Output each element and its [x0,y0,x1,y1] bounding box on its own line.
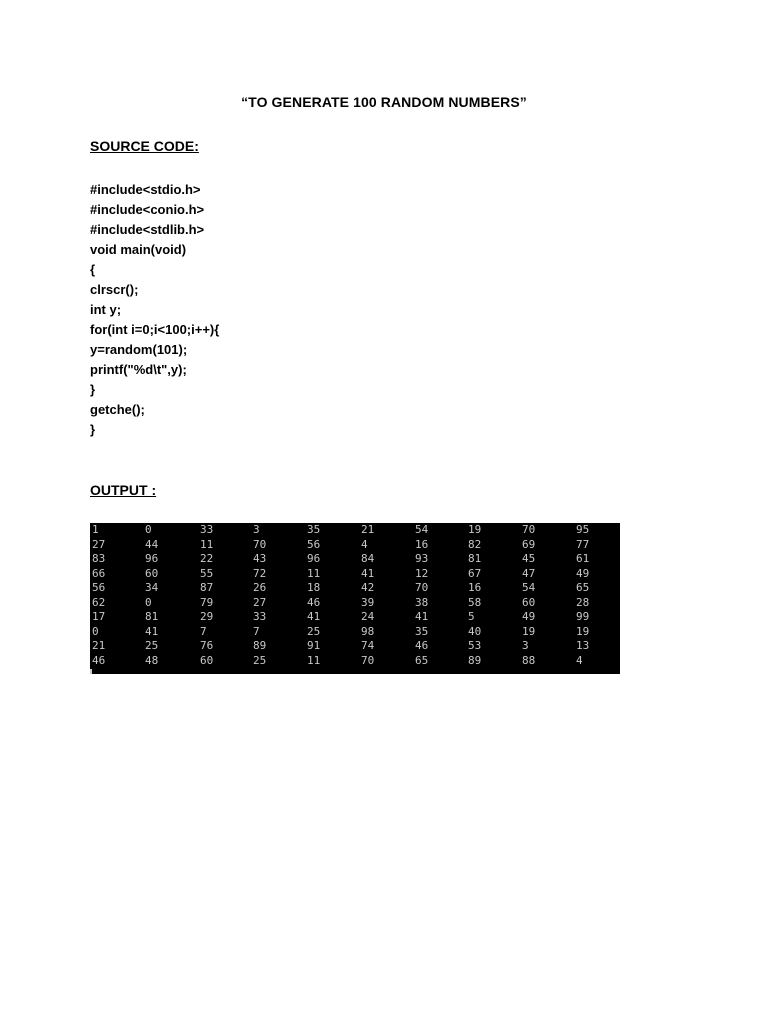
source-code-heading: SOURCE CODE: [90,138,199,154]
console-output-screenshot [90,523,620,674]
code-line: for(int i=0;i<100;i++){ [90,322,220,337]
console-number: 60 [522,595,536,609]
console-number: 11 [200,537,214,551]
console-number: 28 [576,595,590,609]
console-number: 95 [576,523,590,536]
console-number: 16 [415,537,429,551]
console-number: 19 [576,624,590,638]
console-number: 56 [92,581,106,594]
console-number: 3 [253,523,260,536]
console-number: 88 [522,653,536,667]
console-number: 47 [522,566,536,580]
console-number: 21 [92,639,106,652]
console-cursor [90,669,92,674]
console-number: 74 [361,639,375,652]
console-number: 89 [253,639,267,652]
console-number: 0 [145,523,152,536]
console-number: 99 [576,610,590,623]
console-number: 18 [307,581,321,594]
console-number: 54 [522,581,536,594]
console-number: 11 [307,566,321,580]
console-number: 43 [253,552,267,565]
source-code-block [90,180,219,440]
console-number: 77 [576,537,590,551]
console-number: 58 [468,595,482,609]
console-number: 34 [145,581,159,594]
code-line: #include<stdlib.h> [90,222,205,237]
console-number: 53 [468,639,482,652]
code-line: } [90,382,96,397]
console-number: 25 [253,653,267,667]
console-row [90,523,620,538]
console-number: 40 [468,624,482,638]
console-number: 91 [307,639,321,652]
console-number: 33 [253,610,267,623]
console-number: 79 [200,595,214,609]
console-number: 81 [468,552,482,565]
console-number: 96 [307,552,321,565]
console-number: 29 [200,610,214,623]
console-number: 17 [92,610,106,623]
console-number: 49 [576,566,590,580]
console-number: 56 [307,537,321,551]
console-number: 35 [307,523,321,536]
console-number: 66 [92,566,106,580]
console-number: 27 [92,537,106,551]
console-number: 67 [468,566,482,580]
code-line: y=random(101); [90,342,188,357]
console-number: 89 [468,653,482,667]
output-heading: OUTPUT : [90,482,157,498]
console-number: 69 [522,537,536,551]
console-number: 33 [200,523,214,536]
console-number: 60 [145,566,159,580]
console-number: 45 [522,552,536,565]
console-number: 22 [200,552,214,565]
code-line: clrscr(); [90,282,139,297]
console-number: 41 [145,624,159,638]
console-number: 11 [307,653,321,667]
console-row [90,625,620,640]
console-number: 62 [92,595,106,609]
console-number: 0 [92,624,99,638]
console-row [90,552,620,567]
console-number: 19 [468,523,482,536]
console-row [90,610,620,625]
console-number: 12 [415,566,429,580]
console-number: 19 [522,624,536,638]
console-number: 7 [253,624,260,638]
console-number: 87 [200,581,214,594]
console-number: 60 [200,653,214,667]
console-number: 65 [576,581,590,594]
console-number: 25 [145,639,159,652]
console-number: 4 [576,653,583,667]
console-number: 70 [415,581,429,594]
console-number: 38 [415,595,429,609]
console-row [90,567,620,582]
console-number: 4 [361,537,368,551]
console-number: 46 [307,595,321,609]
console-number: 96 [145,552,159,565]
code-line: int y; [90,302,122,317]
console-number: 27 [253,595,267,609]
console-number: 61 [576,552,590,565]
console-number: 3 [522,639,529,652]
console-row [90,639,620,654]
console-number: 16 [468,581,482,594]
console-row [90,596,620,611]
code-line: getche(); [90,402,145,417]
console-number: 70 [361,653,375,667]
console-number: 25 [307,624,321,638]
console-number: 44 [145,537,159,551]
console-number: 5 [468,610,475,623]
console-number: 49 [522,610,536,623]
console-number: 82 [468,537,482,551]
console-number: 24 [361,610,375,623]
console-number: 41 [361,566,375,580]
console-number: 84 [361,552,375,565]
console-number: 46 [415,639,429,652]
console-number: 76 [200,639,214,652]
console-number: 41 [415,610,429,623]
console-number: 48 [145,653,159,667]
code-line: #include<conio.h> [90,202,205,217]
console-number: 46 [92,653,106,667]
console-number: 98 [361,624,375,638]
console-number: 72 [253,566,267,580]
console-number: 55 [200,566,214,580]
console-number: 39 [361,595,375,609]
console-number: 1 [92,523,99,536]
console-number: 70 [253,537,267,551]
console-number: 0 [145,595,152,609]
console-number: 26 [253,581,267,594]
code-line: printf("%d\t",y); [90,362,187,377]
console-number: 35 [415,624,429,638]
console-number: 70 [522,523,536,536]
console-row [90,581,620,596]
code-line: } [90,422,96,437]
console-number: 83 [92,552,106,565]
document-title: “TO GENERATE 100 RANDOM NUMBERS” [241,94,527,110]
console-number: 21 [361,523,375,536]
console-number: 7 [200,624,207,638]
console-number: 93 [415,552,429,565]
console-row [90,538,620,553]
console-row [90,654,620,669]
console-number: 42 [361,581,375,594]
console-number: 65 [415,653,429,667]
console-number: 81 [145,610,159,623]
code-line: void main(void) [90,242,187,257]
console-number: 54 [415,523,429,536]
console-number: 13 [576,639,590,652]
console-number: 41 [307,610,321,623]
code-line: #include<stdio.h> [90,182,201,197]
code-line: { [90,262,96,277]
